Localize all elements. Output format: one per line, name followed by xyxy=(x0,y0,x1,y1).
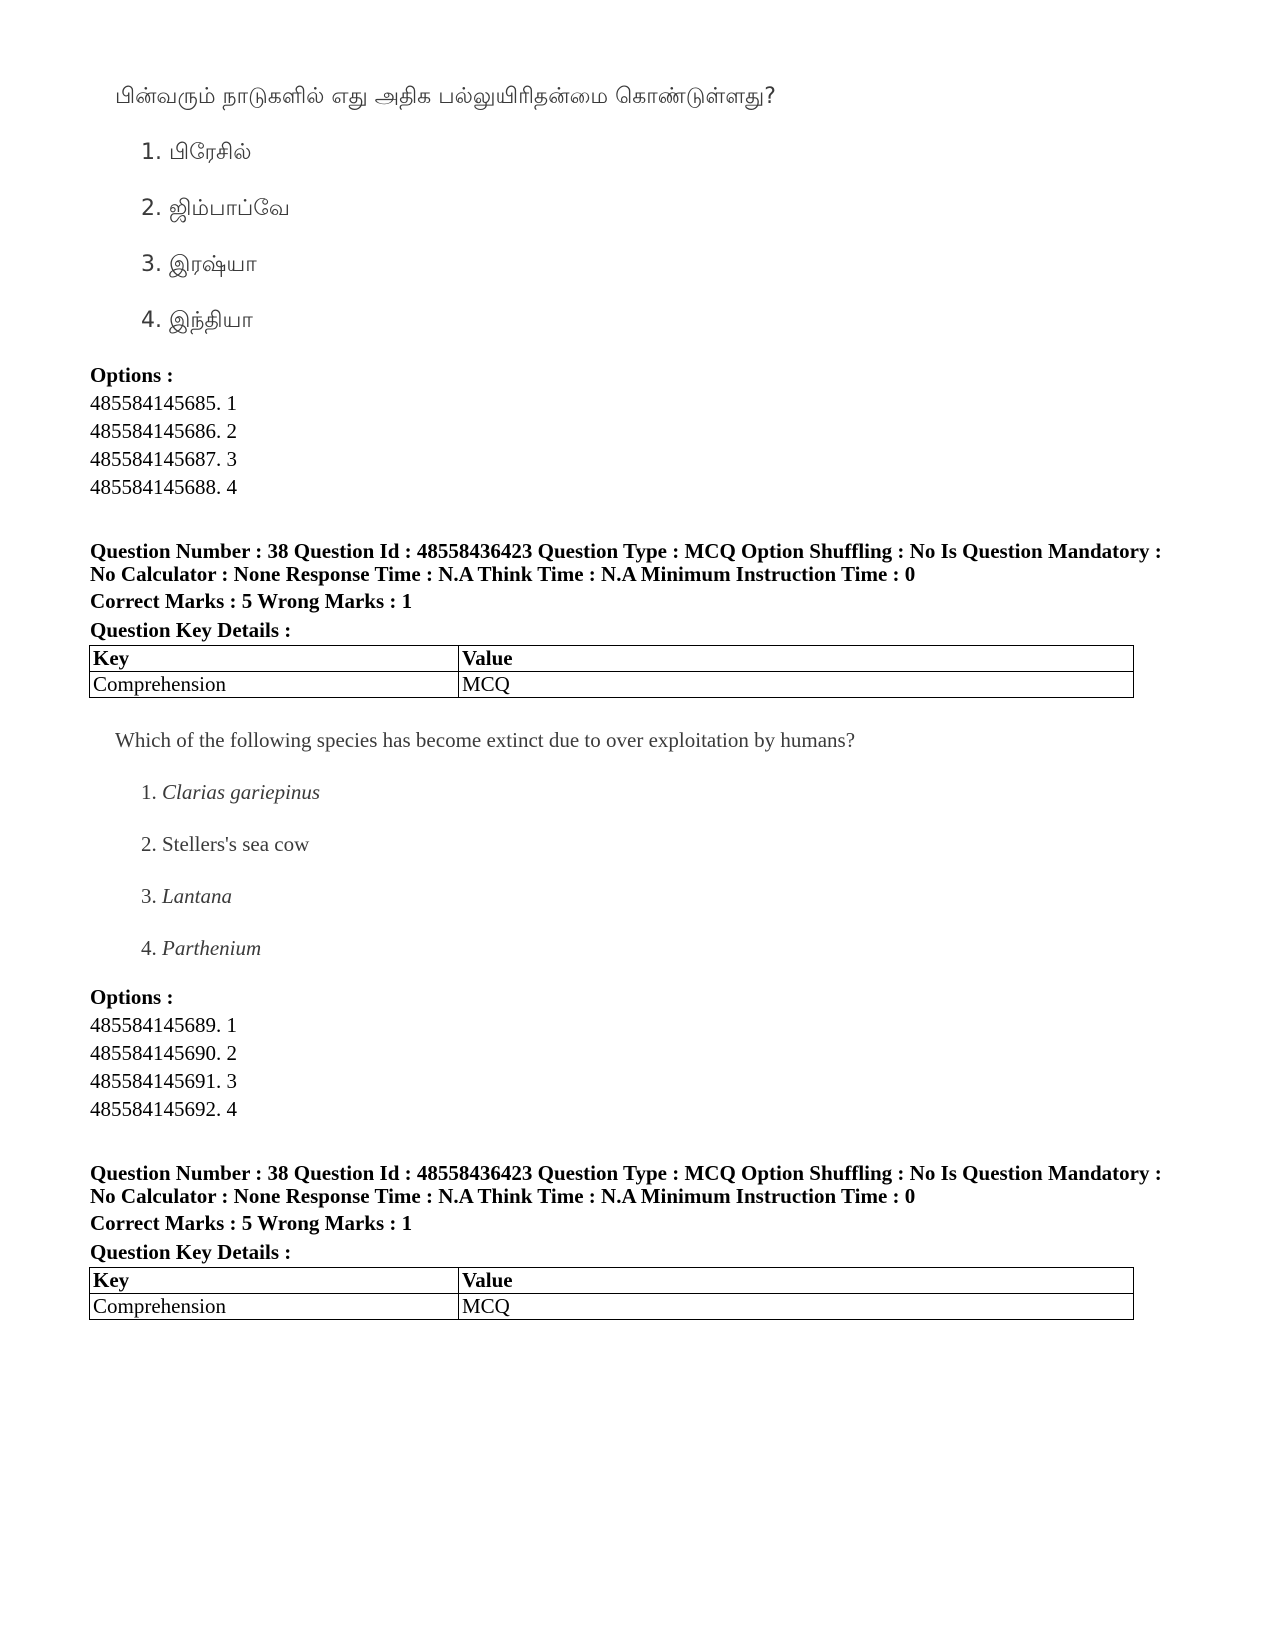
option-line: 485584145687. 3 xyxy=(90,447,237,471)
question-stem-tamil: பின்வரும் நாடுகளில் எது அதிக பல்லுயிரிதன்மை கொண்டுள்ளது? xyxy=(115,84,776,109)
choice-2 xyxy=(141,832,309,857)
choice-text: Lantana xyxy=(162,884,233,908)
key-details-label: Question Key Details : xyxy=(90,618,292,642)
choice-text: இந்தியா xyxy=(169,308,253,333)
choice-4 xyxy=(141,936,261,961)
table-row xyxy=(90,1294,1134,1320)
choice-3 xyxy=(141,884,232,909)
key-details-label: Question Key Details : xyxy=(90,1240,292,1264)
question-stem-english: Which of the following species has become extinct due to over exploitation by humans? xyxy=(115,728,856,752)
option-line: 485584145690. 2 xyxy=(90,1041,237,1065)
question-meta-line-2: No Calculator : None Response Time : N.A Think Time : N.A Minimum Instruction Time : 0 xyxy=(90,562,916,586)
choice-text: Parthenium xyxy=(162,936,262,960)
question-meta-line-2: No Calculator : None Response Time : N.A Think Time : N.A Minimum Instruction Time : 0 xyxy=(90,1184,916,1208)
options-label: Options : xyxy=(90,363,174,387)
table-header-row xyxy=(90,1268,1134,1294)
choice-text: ஜிம்பாப்வே xyxy=(169,196,290,221)
choice-number: 1. xyxy=(141,140,162,165)
question-meta-line-1: Question Number : 38 Question Id : 48558436423 Question Type : MCQ Option Shuffling : No Is Question Mandatory : xyxy=(90,1161,1162,1185)
table-header-row xyxy=(90,646,1134,672)
question-image-tamil xyxy=(115,80,945,350)
option-line: 485584145692. 4 xyxy=(90,1097,237,1121)
choice-number: 4. xyxy=(141,308,162,333)
table-row xyxy=(90,672,1134,698)
table-cell-key: Comprehension xyxy=(90,672,459,698)
choice-number: 4. xyxy=(141,936,157,960)
key-details-table xyxy=(89,1267,1134,1320)
marks-line: Correct Marks : 5 Wrong Marks : 1 xyxy=(90,589,413,613)
table-header-key: Key xyxy=(90,1268,459,1294)
choice-2 xyxy=(141,196,290,224)
table-cell-value: MCQ xyxy=(459,1294,1134,1320)
choice-number: 1. xyxy=(141,780,157,804)
choice-text: Stellers's sea cow xyxy=(162,832,310,856)
choice-number: 3. xyxy=(141,884,157,908)
option-line: 485584145685. 1 xyxy=(90,391,237,415)
choice-text: இரஷ்யா xyxy=(169,252,257,277)
choice-3 xyxy=(141,252,257,280)
key-details-table xyxy=(89,645,1134,698)
choice-text: Clarias gariepinus xyxy=(162,780,321,804)
options-label: Options : xyxy=(90,985,174,1009)
marks-line: Correct Marks : 5 Wrong Marks : 1 xyxy=(90,1211,413,1235)
option-line: 485584145686. 2 xyxy=(90,419,237,443)
option-line: 485584145689. 1 xyxy=(90,1013,237,1037)
table-cell-key: Comprehension xyxy=(90,1294,459,1320)
question-image-english xyxy=(115,725,945,970)
choice-4 xyxy=(141,308,253,336)
choice-1 xyxy=(141,780,320,805)
table-header-value: Value xyxy=(459,1268,1134,1294)
table-header-value: Value xyxy=(459,646,1134,672)
table-cell-value: MCQ xyxy=(459,672,1134,698)
table-header-key: Key xyxy=(90,646,459,672)
option-line: 485584145688. 4 xyxy=(90,475,237,499)
choice-number: 2. xyxy=(141,832,157,856)
choice-1 xyxy=(141,140,252,168)
option-line: 485584145691. 3 xyxy=(90,1069,237,1093)
choice-number: 2. xyxy=(141,196,162,221)
choice-text: பிரேசில் xyxy=(169,140,252,165)
question-meta-line-1: Question Number : 38 Question Id : 48558436423 Question Type : MCQ Option Shuffling : No Is Question Mandatory : xyxy=(90,539,1162,563)
choice-number: 3. xyxy=(141,252,162,277)
